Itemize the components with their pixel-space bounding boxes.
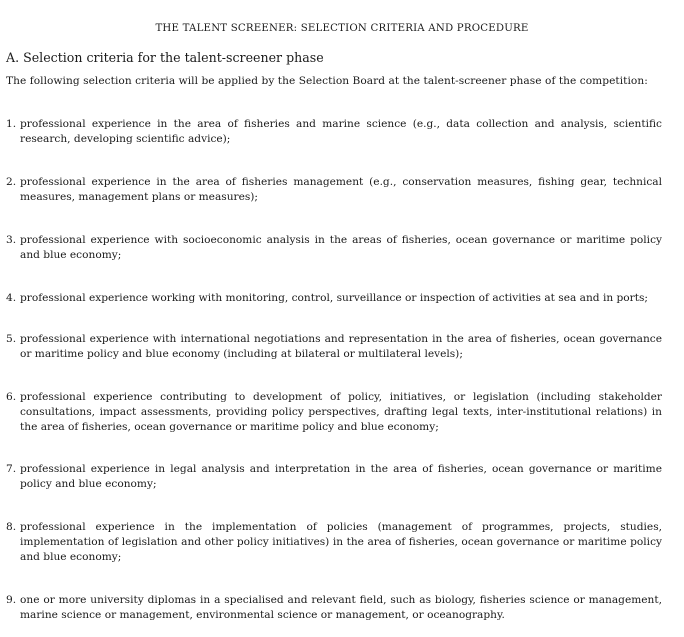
criterion-item-7 [6, 462, 662, 492]
criterion-number: 6. [6, 391, 17, 403]
criterion-text: professional experience with socioeconomic analysis in the areas of fisheries, ocean governance or maritime policy and blue economy; [20, 234, 662, 261]
criterion-text: professional experience contributing to development of policy, initiatives, or legislation (including stakeholder consultations, impact assessments, providing policy perspectives, drafting legal texts, inter-institutional relations) in the area of fisheries, ocean governance or maritime policy and blue economy; [20, 391, 662, 433]
criterion-item-5 [6, 332, 662, 362]
criterion-number: 1. [6, 118, 17, 130]
criterion-item-3 [6, 233, 662, 263]
criterion-item-8 [6, 520, 662, 565]
criterion-number: 5. [6, 333, 17, 345]
criterion-text: professional experience with international negotiations and representation in the area of fisheries, ocean governance or maritime policy and blue economy (including at bilateral or multilateral levels); [20, 333, 662, 360]
criterion-text: professional experience in the implementation of policies (management of programmes, projects, studies, implementation of legislation and other policy initiatives) in the area of fisheries, ocean governance or maritime policy and blue economy; [20, 521, 662, 563]
criterion-number: 2. [6, 176, 17, 188]
criterion-number: 3. [6, 234, 17, 246]
criterion-text: professional experience in legal analysis and interpretation in the area of fisheries, ocean governance or maritime policy and blue economy; [20, 463, 662, 490]
criterion-number: 8. [6, 521, 17, 533]
criterion-number: 9. [6, 594, 17, 606]
section-heading: A. Selection criteria for the talent-screener phase [6, 50, 324, 65]
criterion-number: 4. [6, 292, 17, 304]
criterion-text: professional experience in the area of fisheries management (e.g., conservation measures, fishing gear, technical measures, management plans or measures); [20, 176, 662, 203]
intro-paragraph: The following selection criteria will be applied by the Selection Board at the talent-screener phase of the competition: [6, 75, 648, 87]
criterion-text: professional experience working with monitoring, control, surveillance or inspection of activities at sea and in ports; [20, 292, 649, 304]
document-title: THE TALENT SCREENER: SELECTION CRITERIA AND PROCEDURE [155, 23, 529, 34]
criterion-item-1 [6, 117, 662, 147]
criterion-text: one or more university diplomas in a specialised and relevant field, such as biology, fisheries science or management, marine science or management, environmental science or management, or oceanography. [20, 594, 662, 621]
criterion-item-2 [6, 175, 662, 205]
criterion-item-4 [6, 291, 662, 306]
criterion-item-9 [6, 593, 662, 623]
criterion-number: 7. [6, 463, 17, 475]
criterion-text: professional experience in the area of fisheries and marine science (e.g., data collection and analysis, scientific research, developing scientific advice); [20, 118, 662, 145]
criterion-item-6 [6, 390, 662, 435]
